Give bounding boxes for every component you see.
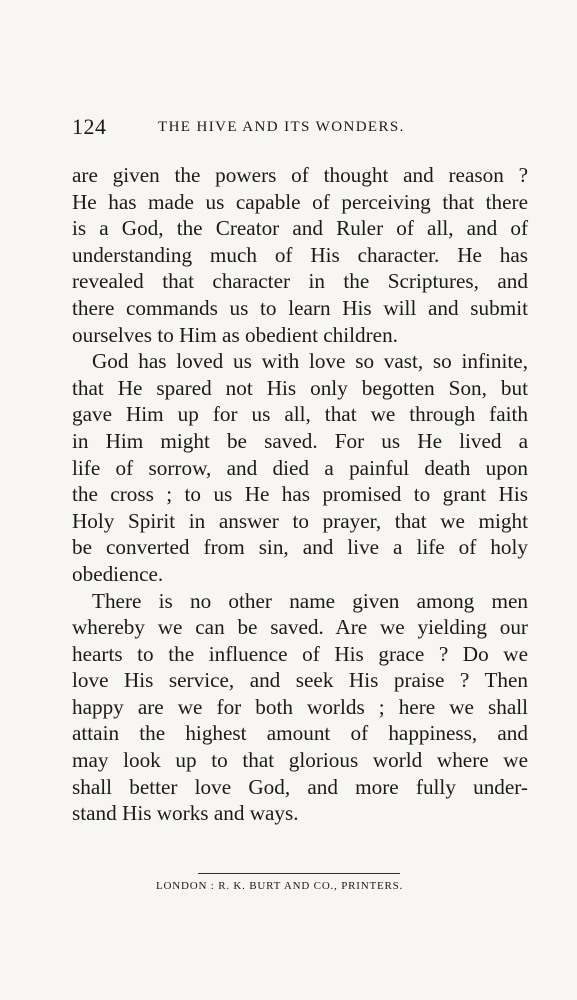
page-number: 124 [72,114,107,139]
text-line: is a God, the Creator and Ruler of all, and of [72,216,528,241]
text-line: gave Him up for us all, that we through faith [72,402,528,427]
text-line: be converted from sin, and live a life of holy [72,535,528,560]
text-line: may look up to that glorious world where we [72,748,528,773]
text-line: happy are we for both worlds ; here we shall [72,694,528,719]
running-head [72,114,512,144]
text-line: understanding much of His character. He has [72,242,528,267]
text-line: the cross ; to us He has promised to grant His [72,482,528,507]
text-line: revealed that character in the Scriptures, and [72,269,528,294]
text-line: shall better love God, and more fully under- [72,774,528,799]
text-line: God has loved us with love so vast, so infinite, [92,349,528,374]
divider-rule [198,873,400,874]
text-line: are given the powers of thought and reason ? [72,163,528,187]
body-text [72,162,528,827]
printer-imprint: LONDON : R. K. BURT AND CO., PRINTERS. [156,880,404,892]
text-line: love His service, and seek His praise ? Then [72,668,528,693]
text-line: Holy Spirit in answer to prayer, that we might [72,508,528,533]
text-line: ourselves to Him as obedient children. [72,322,398,347]
text-line: stand His works and ways. [72,801,299,826]
text-line: He has made us capable of perceiving that there [72,189,528,214]
text-line: There is no other name given among men [92,588,528,613]
text-line: obedience. [72,561,164,586]
text-line: that He spared not His only begotten Son, but [72,375,528,400]
text-line: whereby we can be saved. Are we yielding our [72,615,528,640]
text-line: in Him might be saved. For us He lived a [72,428,528,453]
running-title: THE HIVE AND ITS WONDERS. [158,119,405,135]
text-line: attain the highest amount of happiness, and [72,721,528,746]
text-line: life of sorrow, and died a painful death upon [72,455,528,480]
text-line: hearts to the influence of His grace ? Do we [72,641,528,666]
text-line: there commands us to learn His will and submit [72,295,528,320]
